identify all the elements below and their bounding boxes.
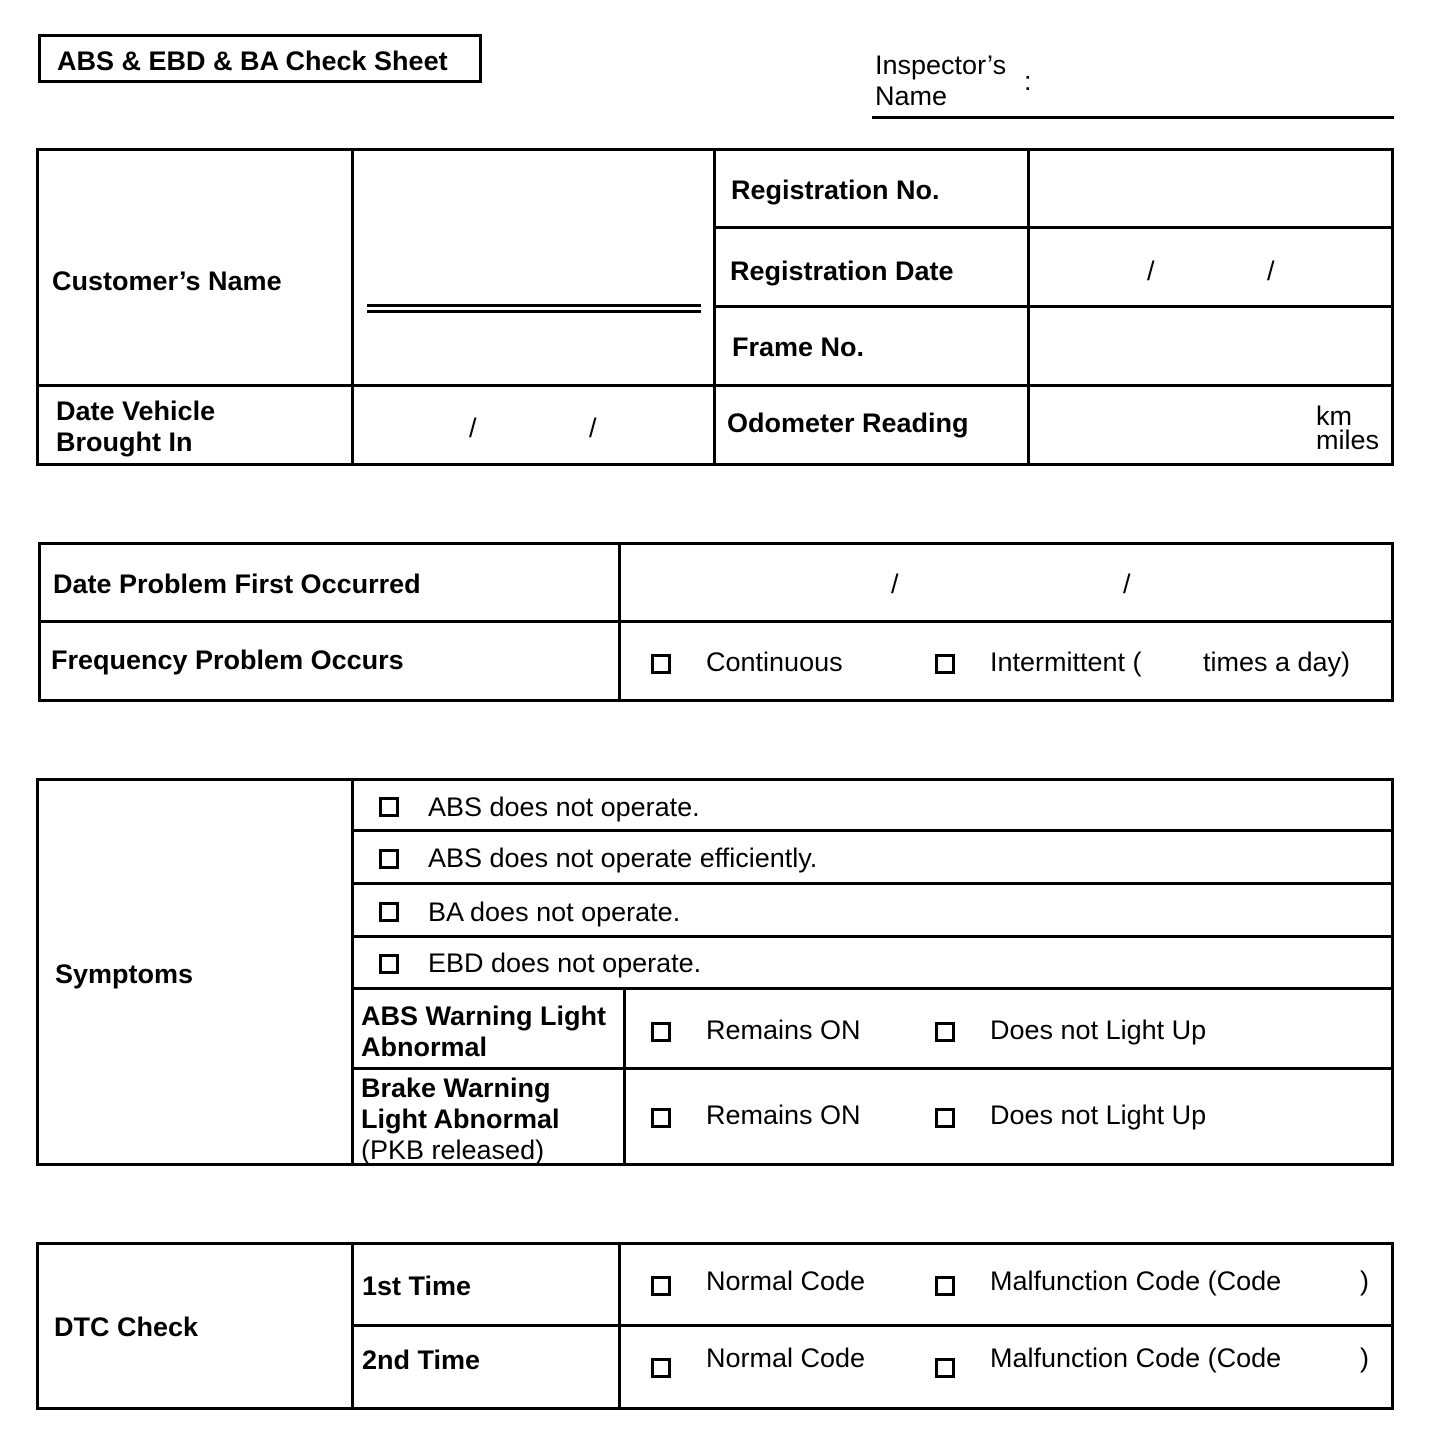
date-brought-in-line1: Date Vehicle [56, 396, 216, 426]
first-closing-paren: ) [1360, 1266, 1369, 1296]
abs-warning-line1: ABS Warning Light [361, 1001, 606, 1031]
symptom-item: EBD does not operate. [428, 948, 702, 978]
odometer-label: Odometer Reading [727, 408, 969, 438]
second-normal-checkbox[interactable] [651, 1358, 671, 1378]
intermittent-checkbox[interactable] [935, 654, 955, 674]
dtc-check-label: DTC Check [54, 1312, 199, 1342]
divider [351, 1324, 1394, 1327]
date-separator: / [469, 413, 477, 443]
customer-name-label: Customer’s Name [52, 266, 282, 296]
date-brought-in-label [56, 396, 215, 458]
brake-warning-light-label [361, 1073, 559, 1166]
frequency-label: Frequency Problem Occurs [51, 645, 404, 675]
divider [351, 882, 1394, 885]
symptom-checkbox[interactable] [379, 849, 399, 869]
second-malfunction-label: Malfunction Code (Code [990, 1343, 1282, 1373]
symptom-item: BA does not operate. [428, 897, 681, 927]
divider [351, 829, 1394, 832]
continuous-option-label: Continuous [706, 647, 843, 677]
registration-no-label: Registration No. [731, 175, 940, 205]
abs-not-light-up-label: Does not Light Up [990, 1015, 1207, 1045]
date-first-occurred-label: Date Problem First Occurred [53, 569, 421, 599]
divider [713, 305, 1394, 308]
inspector-name-field[interactable] [872, 116, 1394, 119]
brake-not-light-up-label: Does not Light Up [990, 1100, 1207, 1130]
brake-warning-line3: (PKB released) [361, 1135, 545, 1165]
abs-remains-on-label: Remains ON [706, 1015, 861, 1045]
symptom-item: ABS does not operate efficiently. [428, 843, 818, 873]
abs-remains-on-checkbox[interactable] [651, 1022, 671, 1042]
continuous-checkbox[interactable] [651, 654, 671, 674]
registration-no-field[interactable] [1032, 153, 1390, 225]
unit-km: km [1316, 401, 1352, 431]
second-time-label: 2nd Time [362, 1345, 481, 1375]
first-normal-label: Normal Code [706, 1266, 866, 1296]
abs-warning-line2: Abnormal [361, 1032, 488, 1062]
divider [351, 935, 1394, 938]
divider [38, 620, 1394, 623]
inspector-label-line2: Name [875, 81, 948, 111]
second-closing-paren: ) [1360, 1343, 1369, 1373]
date-brought-in-line2: Brought In [56, 427, 193, 457]
divider [36, 384, 1394, 387]
symptom-item: ABS does not operate. [428, 792, 700, 822]
symptoms-label: Symptoms [55, 959, 194, 989]
divider [623, 987, 626, 1166]
frame-no-label: Frame No. [732, 332, 865, 362]
divider [351, 987, 1394, 990]
brake-warning-line1: Brake Warning [361, 1073, 551, 1103]
first-normal-checkbox[interactable] [651, 1276, 671, 1296]
intermittent-option-label: Intermittent ( [990, 647, 1142, 677]
symptom-checkbox[interactable] [379, 902, 399, 922]
divider [351, 1067, 1394, 1070]
second-normal-label: Normal Code [706, 1343, 866, 1373]
abs-not-light-up-checkbox[interactable] [935, 1022, 955, 1042]
brake-remains-on-label: Remains ON [706, 1100, 861, 1130]
customer-name-field[interactable] [367, 304, 701, 307]
customer-name-underline [367, 310, 701, 313]
first-malfunction-label: Malfunction Code (Code [990, 1266, 1282, 1296]
brake-remains-on-checkbox[interactable] [651, 1108, 671, 1128]
sheet-title: ABS & EBD & BA Check Sheet [38, 34, 482, 83]
divider [351, 148, 354, 466]
inspector-label-line1: Inspector’s [875, 50, 1007, 80]
date-separator: / [589, 413, 597, 443]
brake-not-light-up-checkbox[interactable] [935, 1108, 955, 1128]
intermittent-suffix: times a day) [1203, 647, 1351, 677]
first-time-label: 1st Time [362, 1271, 472, 1301]
divider [713, 226, 1394, 229]
first-malfunction-checkbox[interactable] [935, 1276, 955, 1296]
divider [351, 778, 354, 1166]
date-separator: / [1147, 256, 1155, 286]
date-separator: / [1267, 256, 1275, 286]
abs-warning-light-label [361, 1001, 606, 1063]
inspector-name-label [875, 50, 1006, 112]
second-malfunction-checkbox[interactable] [935, 1358, 955, 1378]
inspector-colon: : [1024, 66, 1032, 96]
frame-no-field[interactable] [1032, 310, 1390, 382]
date-separator: / [891, 569, 899, 599]
odometer-units [1316, 401, 1380, 455]
symptom-checkbox[interactable] [379, 797, 399, 817]
registration-date-label: Registration Date [730, 256, 954, 286]
unit-miles: miles [1316, 425, 1380, 455]
symptom-checkbox[interactable] [379, 954, 399, 974]
brake-warning-line2: Light Abnormal [361, 1104, 560, 1134]
date-separator: / [1123, 569, 1131, 599]
